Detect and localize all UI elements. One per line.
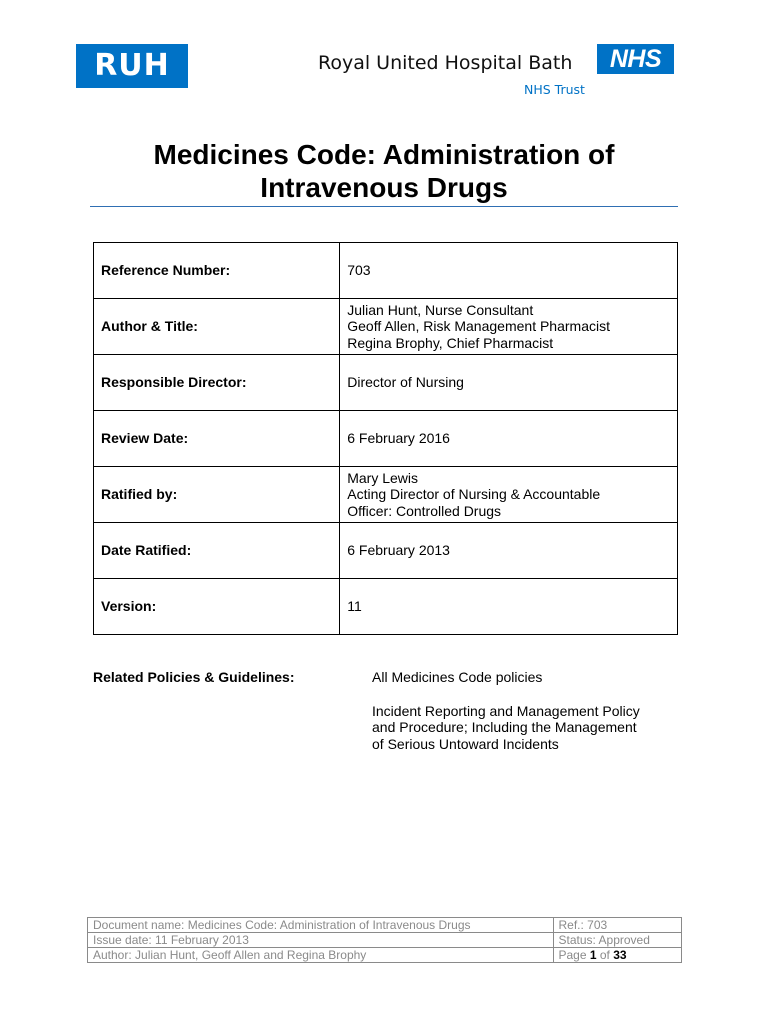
- author-line: Geoff Allen, Risk Management Pharmacist: [347, 318, 610, 335]
- reference-number-value: 703: [340, 243, 678, 299]
- title-line-2: Intravenous Drugs: [260, 172, 508, 203]
- related-policy-line: of Serious Untoward Incidents: [372, 735, 559, 752]
- table-row: [94, 243, 678, 299]
- page-current: 1: [589, 948, 597, 962]
- nhs-trust-label: NHS Trust: [524, 82, 585, 97]
- table-row: [88, 933, 682, 948]
- related-policy-item: All Medicines Code policies: [372, 669, 543, 685]
- date-ratified-label: Date Ratified:: [94, 523, 340, 579]
- page-of: of: [596, 948, 614, 962]
- version-value: 11: [340, 579, 678, 635]
- related-policy-line: Incident Reporting and Management Policy: [372, 702, 640, 719]
- ratified-by-value: [340, 467, 678, 523]
- footer-author: Author: Julian Hunt, Geoff Allen and Regina Brophy: [88, 948, 554, 963]
- author-line: Regina Brophy, Chief Pharmacist: [347, 334, 554, 351]
- table-row: [94, 579, 678, 635]
- page-footer-table: [87, 917, 682, 963]
- document-info-table: [93, 242, 678, 635]
- footer-reference: Ref.: 703: [553, 918, 682, 933]
- title-line-1: Medicines Code: Administration of: [153, 139, 615, 170]
- page-total: 33: [613, 948, 627, 962]
- footer-page-number: [553, 948, 682, 963]
- related-policies-label: Related Policies & Guidelines:: [93, 669, 295, 685]
- date-ratified-value: 6 February 2013: [340, 523, 678, 579]
- author-title-value: [340, 299, 678, 355]
- review-date-value: 6 February 2016: [340, 411, 678, 467]
- ratified-line: Acting Director of Nursing & Accountable: [347, 486, 601, 503]
- table-row: [88, 948, 682, 963]
- table-row: [94, 411, 678, 467]
- responsible-director-value: Director of Nursing: [340, 355, 678, 411]
- table-row: [94, 467, 678, 523]
- author-line: Julian Hunt, Nurse Consultant: [347, 301, 534, 318]
- ratified-by-label: Ratified by:: [94, 467, 340, 523]
- hospital-name: Royal United Hospital Bath: [318, 52, 573, 74]
- responsible-director-label: Responsible Director:: [94, 355, 340, 411]
- ratified-line: Mary Lewis: [347, 469, 419, 486]
- reference-number-label: Reference Number:: [94, 243, 340, 299]
- document-title: [90, 138, 678, 204]
- author-title-label: Author & Title:: [94, 299, 340, 355]
- ratified-line: Officer: Controlled Drugs: [347, 502, 502, 519]
- title-divider: [90, 206, 678, 207]
- table-row: [88, 918, 682, 933]
- footer-document-name: Document name: Medicines Code: Administration of Intravenous Drugs: [88, 918, 554, 933]
- version-label: Version:: [94, 579, 340, 635]
- related-policies-list: [372, 669, 682, 769]
- related-policy-item: [372, 703, 682, 753]
- review-date-label: Review Date:: [94, 411, 340, 467]
- table-row: [94, 523, 678, 579]
- footer-status: Status: Approved: [553, 933, 682, 948]
- page-prefix: Page: [558, 948, 590, 962]
- nhs-logo: NHS: [597, 44, 674, 74]
- related-policy-line: and Procedure; Including the Management: [372, 719, 637, 735]
- ruh-logo: RUH: [76, 44, 188, 88]
- table-row: [94, 299, 678, 355]
- table-row: [94, 355, 678, 411]
- footer-issue-date: Issue date: 11 February 2013: [88, 933, 554, 948]
